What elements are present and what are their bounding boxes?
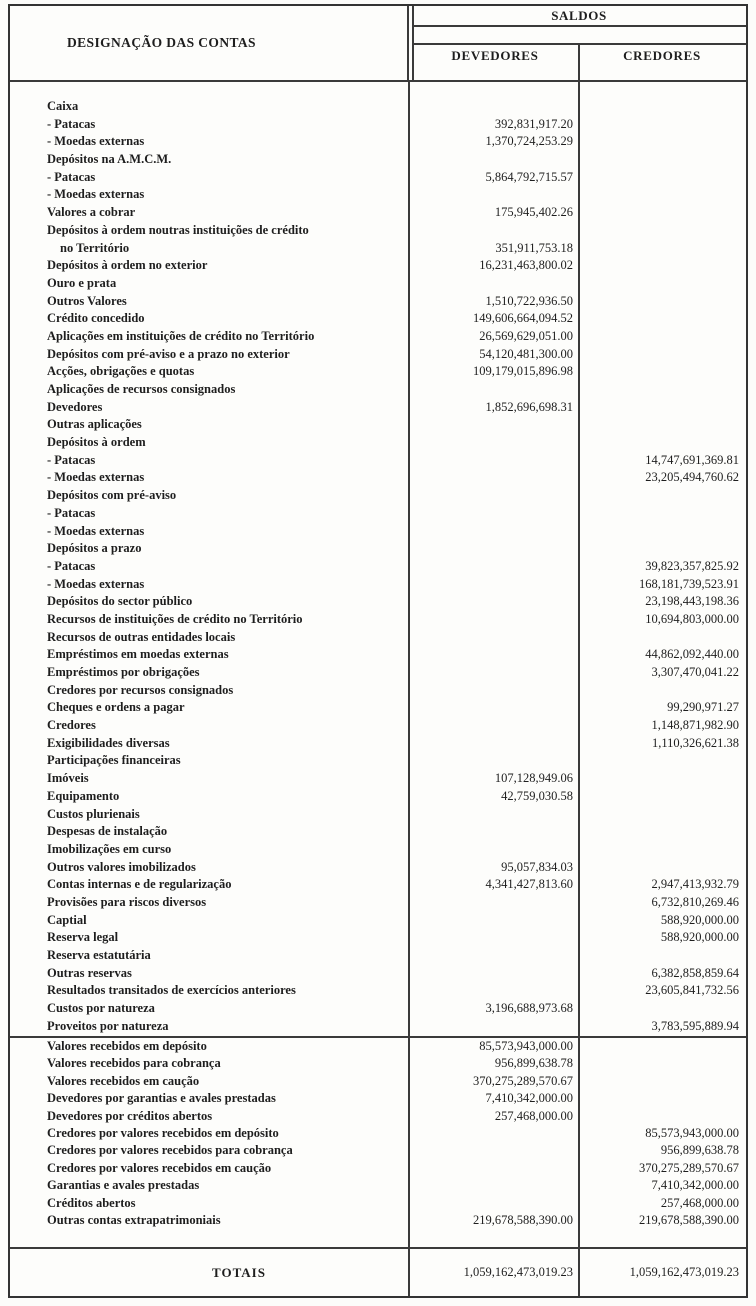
account-label: Reserva estatutária bbox=[47, 948, 151, 962]
credores-value bbox=[578, 1073, 746, 1090]
credores-value bbox=[578, 416, 746, 434]
devedores-value: 351,911,753.18 bbox=[495, 240, 573, 255]
table-row bbox=[10, 257, 746, 275]
table-row bbox=[10, 310, 746, 328]
devedores-value bbox=[408, 186, 578, 204]
totals-devedores-value: 1,059,162,473,019.23 bbox=[463, 1265, 573, 1279]
devedores-value bbox=[408, 98, 578, 116]
credores-value bbox=[578, 434, 746, 452]
account-label: Depósitos a prazo bbox=[47, 541, 142, 556]
credores-value: 3,783,595,889.94 bbox=[651, 1018, 739, 1033]
account-label: Participações financeiras bbox=[47, 753, 181, 768]
table-row bbox=[10, 363, 746, 381]
table-row bbox=[10, 346, 746, 364]
account-label: Imobilizações em curso bbox=[47, 841, 172, 856]
table-row bbox=[10, 646, 746, 664]
totals-row bbox=[10, 1249, 746, 1296]
credores-value: 3,307,470,041.22 bbox=[651, 665, 739, 679]
devedores-value bbox=[408, 275, 578, 293]
devedores-value bbox=[408, 912, 578, 930]
devedores-value bbox=[408, 1142, 578, 1159]
table-row bbox=[10, 434, 746, 452]
account-label: - Moedas externas bbox=[47, 523, 145, 538]
credores-value bbox=[578, 346, 746, 364]
table-row bbox=[10, 1108, 746, 1125]
devedores-value bbox=[408, 929, 578, 947]
account-label: - Patacas bbox=[47, 452, 96, 467]
devedores-value: 107,128,949.06 bbox=[494, 771, 573, 786]
table-row bbox=[10, 735, 746, 753]
devedores-value bbox=[408, 664, 578, 682]
table-row bbox=[10, 151, 746, 169]
table-row bbox=[10, 1195, 746, 1212]
table-row bbox=[10, 452, 746, 470]
credores-value: 10,694,803,000.00 bbox=[645, 611, 739, 626]
devedores-value bbox=[408, 894, 578, 912]
credores-value: 6,382,858,859.64 bbox=[651, 965, 739, 980]
account-label: Devedores por créditos abertos bbox=[47, 1108, 213, 1123]
account-label: Aplicações em instituições de crédito no Território bbox=[47, 328, 315, 343]
account-label: Recursos de instituições de crédito no Território bbox=[47, 611, 303, 626]
credores-value bbox=[578, 487, 746, 505]
devedores-value bbox=[408, 540, 578, 558]
devedores-value bbox=[408, 593, 578, 611]
credores-value bbox=[578, 169, 746, 187]
devedores-value bbox=[408, 682, 578, 700]
devedores-value bbox=[408, 222, 578, 240]
table-row bbox=[10, 823, 746, 841]
table-row bbox=[10, 416, 746, 434]
account-label: - Moedas externas bbox=[47, 187, 145, 202]
account-label: Captial bbox=[47, 912, 87, 927]
devedores-value bbox=[408, 452, 578, 470]
devedores-value: 85,573,943,000.00 bbox=[479, 1039, 573, 1053]
account-label: Recursos de outras entidades locais bbox=[47, 629, 236, 644]
devedores-value bbox=[408, 841, 578, 859]
credores-value bbox=[578, 859, 746, 877]
header-divider-vertical-left bbox=[407, 6, 409, 80]
table-row bbox=[10, 682, 746, 700]
credores-value: 23,605,841,732.56 bbox=[645, 983, 739, 998]
credores-value: 1,148,871,982.90 bbox=[651, 718, 739, 733]
table-row bbox=[10, 540, 746, 558]
account-label: Outras reservas bbox=[47, 965, 132, 980]
account-label: Despesas de instalação bbox=[47, 824, 168, 839]
credores-value bbox=[578, 629, 746, 647]
account-label: Devedores bbox=[47, 399, 103, 414]
devedores-value: 3,196,688,973.68 bbox=[485, 1001, 573, 1016]
devedores-value: 370,275,289,570.67 bbox=[473, 1073, 573, 1088]
devedores-value bbox=[408, 469, 578, 487]
credores-value bbox=[578, 947, 746, 965]
credores-value bbox=[578, 788, 746, 806]
credores-value bbox=[578, 523, 746, 541]
account-label: Outros Valores bbox=[47, 293, 127, 308]
account-label: Depósitos com pré-aviso bbox=[47, 488, 177, 503]
account-label: Custos plurienais bbox=[47, 806, 140, 821]
table-row bbox=[10, 1038, 746, 1055]
devedores-value: 4,341,427,813.60 bbox=[485, 877, 573, 892]
table-row bbox=[10, 222, 746, 240]
totals-credores-value: 1,059,162,473,019.23 bbox=[629, 1265, 739, 1279]
table-row bbox=[10, 629, 746, 647]
account-label: - Patacas bbox=[47, 558, 96, 573]
devedores-value: 1,370,724,253.29 bbox=[485, 134, 573, 149]
devedores-value: 1,510,722,936.50 bbox=[485, 293, 573, 308]
account-label: Depósitos do sector público bbox=[47, 594, 193, 609]
table-row bbox=[10, 558, 746, 576]
table-row bbox=[10, 1090, 746, 1107]
account-label: Outras contas extrapatrimoniais bbox=[47, 1212, 221, 1227]
credores-value: 1,110,326,621.38 bbox=[651, 735, 739, 750]
patrimonial-accounts-section bbox=[10, 98, 746, 1035]
credores-value bbox=[578, 275, 746, 293]
credores-value: 85,573,943,000.00 bbox=[645, 1125, 739, 1140]
credores-value bbox=[578, 133, 746, 151]
table-row bbox=[10, 381, 746, 399]
account-label: Contas internas e de regularização bbox=[47, 877, 232, 892]
account-label: Reserva legal bbox=[47, 930, 119, 945]
devedores-value bbox=[408, 611, 578, 629]
account-label: Depósitos na A.M.C.M. bbox=[47, 152, 172, 167]
account-label: Crédito concedido bbox=[47, 311, 145, 326]
table-row bbox=[10, 859, 746, 877]
credores-value: 588,920,000.00 bbox=[660, 930, 739, 945]
table-row bbox=[10, 1073, 746, 1090]
devedores-value bbox=[408, 982, 578, 1000]
credores-value: 168,181,739,523.91 bbox=[639, 576, 739, 591]
table-row bbox=[10, 169, 746, 187]
credores-value: 7,410,342,000.00 bbox=[651, 1178, 739, 1193]
table-row bbox=[10, 894, 746, 912]
devedores-value: 5,864,792,715.57 bbox=[485, 169, 573, 184]
account-label: Outras aplicações bbox=[47, 417, 142, 432]
table-row bbox=[10, 469, 746, 487]
credores-value bbox=[578, 186, 746, 204]
devedores-value bbox=[408, 947, 578, 965]
table-row bbox=[10, 1160, 746, 1177]
table-row bbox=[10, 1125, 746, 1142]
devedores-value: 109,179,015,896.98 bbox=[473, 364, 573, 379]
credores-value: 588,920,000.00 bbox=[660, 912, 739, 927]
credores-value bbox=[578, 116, 746, 134]
account-label: Exigibilidades diversas bbox=[47, 735, 170, 750]
account-label: Valores recebidos para cobrança bbox=[47, 1056, 221, 1071]
table-row bbox=[10, 982, 746, 1000]
devedores-value bbox=[408, 629, 578, 647]
table-row bbox=[10, 204, 746, 222]
table-row bbox=[10, 240, 746, 258]
account-label: Credores por valores recebidos em depósito bbox=[47, 1125, 279, 1140]
account-label: - Patacas bbox=[47, 505, 96, 520]
account-label: Depósitos à ordem no exterior bbox=[47, 258, 208, 273]
account-label: Créditos abertos bbox=[47, 1195, 136, 1210]
account-label: Valores recebidos em caução bbox=[47, 1073, 200, 1088]
account-label: Cheques e ordens a pagar bbox=[47, 700, 185, 715]
account-label: Depósitos à ordem bbox=[47, 435, 146, 450]
devedores-value: 956,899,638.78 bbox=[494, 1056, 573, 1071]
devedores-value bbox=[408, 487, 578, 505]
table-row bbox=[10, 1055, 746, 1072]
devedores-value bbox=[408, 416, 578, 434]
credores-value bbox=[578, 222, 746, 240]
account-label: no Território bbox=[60, 240, 130, 255]
credores-value: 370,275,289,570.67 bbox=[639, 1160, 739, 1175]
credores-value bbox=[578, 381, 746, 399]
table-row bbox=[10, 98, 746, 116]
devedores-value: 54,120,481,300.00 bbox=[479, 346, 573, 361]
account-label: Custos por natureza bbox=[47, 1001, 155, 1016]
devedores-value bbox=[408, 434, 578, 452]
table-row bbox=[10, 841, 746, 859]
credores-value bbox=[578, 293, 746, 311]
devedores-value bbox=[408, 1160, 578, 1177]
table-row bbox=[10, 699, 746, 717]
designation-header: DESIGNAÇÃO DAS CONTAS bbox=[67, 35, 256, 50]
table-row bbox=[10, 965, 746, 983]
devedores-value: 392,831,917.20 bbox=[494, 116, 573, 131]
devedores-value: 16,231,463,800.02 bbox=[479, 258, 573, 273]
devedores-value bbox=[408, 646, 578, 664]
devedores-value bbox=[408, 1195, 578, 1212]
account-label: Credores por valores recebidos para cobrança bbox=[47, 1143, 293, 1158]
account-label: - Moedas externas bbox=[47, 134, 145, 149]
devedores-value bbox=[408, 523, 578, 541]
table-row bbox=[10, 876, 746, 894]
credores-value bbox=[578, 98, 746, 116]
table-row bbox=[10, 806, 746, 824]
account-label: Equipamento bbox=[47, 788, 120, 803]
credores-value: 23,205,494,760.62 bbox=[645, 470, 739, 485]
account-label: Garantias e avales prestadas bbox=[47, 1178, 200, 1193]
table-row bbox=[10, 1018, 746, 1036]
account-label: - Moedas externas bbox=[47, 576, 145, 591]
account-label: Valores recebidos em depósito bbox=[47, 1039, 207, 1053]
devedores-value: 95,057,834.03 bbox=[501, 859, 573, 874]
credores-value bbox=[578, 240, 746, 258]
table-row bbox=[10, 717, 746, 735]
devedores-value bbox=[408, 735, 578, 753]
devedores-value bbox=[408, 576, 578, 594]
table-row bbox=[10, 328, 746, 346]
table-row bbox=[10, 1142, 746, 1159]
credores-value bbox=[578, 399, 746, 417]
devedores-value bbox=[408, 1018, 578, 1036]
credores-value bbox=[578, 770, 746, 788]
table-row bbox=[10, 593, 746, 611]
account-label: Imóveis bbox=[47, 771, 89, 786]
account-label: Empréstimos por obrigações bbox=[47, 665, 200, 679]
account-label: Valores a cobrar bbox=[47, 205, 136, 220]
table-row bbox=[10, 133, 746, 151]
credores-value bbox=[578, 823, 746, 841]
table-row bbox=[10, 1212, 746, 1229]
credores-value: 6,732,810,269.46 bbox=[651, 894, 739, 909]
credores-value bbox=[578, 1090, 746, 1107]
devedores-value bbox=[408, 505, 578, 523]
credores-value bbox=[578, 328, 746, 346]
credores-value bbox=[578, 1000, 746, 1018]
devedores-value bbox=[408, 151, 578, 169]
account-label: Caixa bbox=[47, 99, 79, 113]
table-row bbox=[10, 505, 746, 523]
table-row bbox=[10, 1177, 746, 1194]
devedores-header: DEVEDORES bbox=[451, 48, 539, 63]
credores-value bbox=[578, 841, 746, 859]
devedores-value: 1,852,696,698.31 bbox=[485, 399, 573, 414]
credores-value: 219,678,588,390.00 bbox=[639, 1212, 739, 1227]
devedores-value bbox=[408, 1125, 578, 1142]
devedores-value: 26,569,629,051.00 bbox=[479, 328, 573, 343]
off-balance-accounts-section bbox=[10, 1038, 746, 1229]
balance-table bbox=[8, 4, 748, 1298]
saldos-underline bbox=[412, 25, 746, 27]
table-row bbox=[10, 947, 746, 965]
credores-value bbox=[578, 310, 746, 328]
credores-value: 99,290,971.27 bbox=[667, 700, 739, 715]
devedores-value bbox=[408, 806, 578, 824]
table-row bbox=[10, 186, 746, 204]
account-label: Ouro e prata bbox=[47, 275, 117, 290]
table-row bbox=[10, 1000, 746, 1018]
credores-value bbox=[578, 1038, 746, 1055]
table-row bbox=[10, 929, 746, 947]
credores-value bbox=[578, 363, 746, 381]
header-bottom-line bbox=[10, 80, 746, 82]
account-label: Devedores por garantias e avales prestadas bbox=[47, 1091, 276, 1106]
dev-cred-header-divider bbox=[578, 43, 580, 80]
table-row bbox=[10, 788, 746, 806]
account-label: Credores por valores recebidos em caução bbox=[47, 1160, 272, 1175]
devedores-value bbox=[408, 699, 578, 717]
credores-value: 44,862,092,440.00 bbox=[645, 647, 739, 662]
table-row bbox=[10, 116, 746, 134]
table-row bbox=[10, 770, 746, 788]
credores-value bbox=[578, 505, 746, 523]
devedores-value: 42,759,030.58 bbox=[501, 788, 573, 803]
devedores-value bbox=[408, 717, 578, 735]
devedores-value: 257,468,000.00 bbox=[494, 1108, 573, 1123]
table-row bbox=[10, 611, 746, 629]
devedores-value bbox=[408, 381, 578, 399]
table-row bbox=[10, 576, 746, 594]
table-row bbox=[10, 523, 746, 541]
devedores-value: 219,678,588,390.00 bbox=[473, 1212, 573, 1227]
account-label: Aplicações de recursos consignados bbox=[47, 382, 236, 396]
devedores-value bbox=[408, 1177, 578, 1194]
credores-value: 956,899,638.78 bbox=[660, 1143, 739, 1158]
credores-value: 23,198,443,198.36 bbox=[645, 594, 739, 609]
account-label: Proveitos por natureza bbox=[47, 1018, 169, 1033]
credores-value bbox=[578, 1055, 746, 1072]
credores-value bbox=[578, 752, 746, 770]
account-label: Depósitos com pré-aviso e a prazo no exterior bbox=[47, 346, 290, 361]
table-row bbox=[10, 752, 746, 770]
table-row bbox=[10, 275, 746, 293]
table-row bbox=[10, 293, 746, 311]
account-label: Resultados transitados de exercícios anteriores bbox=[47, 983, 296, 998]
account-label: - Moedas externas bbox=[47, 470, 145, 485]
credores-value bbox=[578, 540, 746, 558]
credores-value: 2,947,413,932.79 bbox=[651, 877, 739, 892]
account-label: Credores por recursos consignados bbox=[47, 682, 234, 697]
devedores-value: 175,945,402.26 bbox=[494, 205, 573, 220]
account-label: Depósitos à ordem noutras instituições de crédito bbox=[47, 222, 309, 237]
devedores-value: 149,606,664,094.52 bbox=[473, 311, 573, 326]
devedores-value bbox=[408, 823, 578, 841]
credores-value: 14,747,691,369.81 bbox=[645, 452, 739, 467]
credores-header: CREDORES bbox=[623, 48, 701, 63]
account-label: Empréstimos em moedas externas bbox=[47, 647, 229, 662]
table-row bbox=[10, 912, 746, 930]
table-row bbox=[10, 664, 746, 682]
devedores-value bbox=[408, 965, 578, 983]
devedores-value bbox=[408, 558, 578, 576]
credores-value bbox=[578, 204, 746, 222]
table-row bbox=[10, 487, 746, 505]
credores-value: 39,823,357,825.92 bbox=[645, 558, 739, 573]
account-label: Credores bbox=[47, 718, 96, 733]
table-row bbox=[10, 399, 746, 417]
devedores-value bbox=[408, 752, 578, 770]
totals-label: TOTAIS bbox=[212, 1264, 266, 1280]
account-label: Outros valores imobilizados bbox=[47, 859, 196, 874]
account-label: Provisões para riscos diversos bbox=[47, 894, 207, 909]
account-label: - Patacas bbox=[47, 116, 96, 131]
credores-value bbox=[578, 806, 746, 824]
credores-value: 257,468,000.00 bbox=[660, 1195, 739, 1210]
credores-value bbox=[578, 151, 746, 169]
credores-value bbox=[578, 1108, 746, 1125]
credores-value bbox=[578, 257, 746, 275]
credores-value bbox=[578, 682, 746, 700]
account-label: Acções, obrigações e quotas bbox=[47, 364, 195, 379]
devedores-value: 7,410,342,000.00 bbox=[485, 1091, 573, 1106]
saldos-header: SALDOS bbox=[551, 7, 607, 23]
account-label: - Patacas bbox=[47, 169, 96, 184]
